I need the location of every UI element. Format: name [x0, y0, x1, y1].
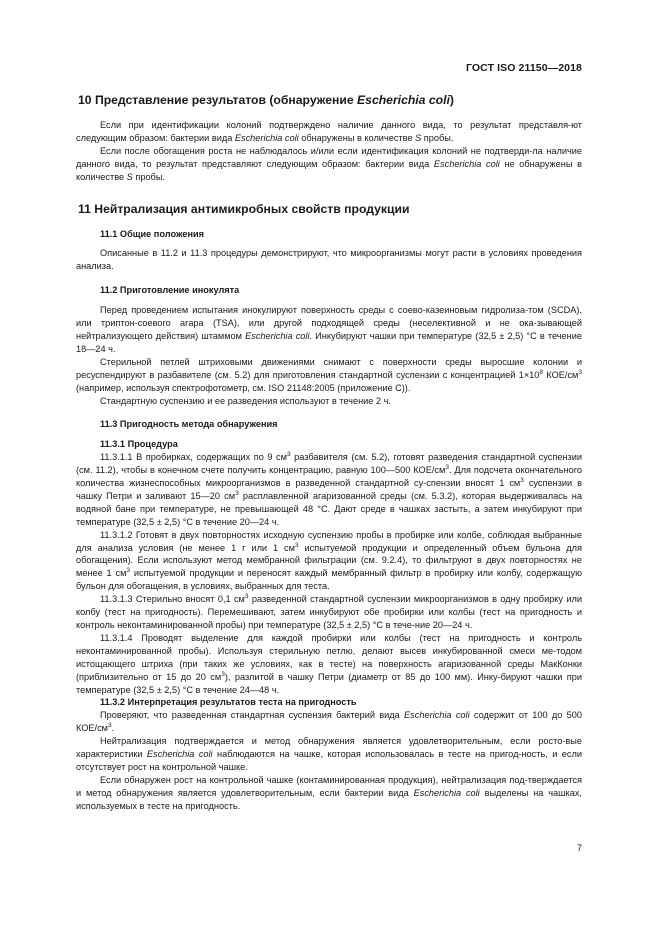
paragraph-11-3-2-a: Проверяют, что разведенная стандартная суспензия бактерий вида Escherichia coli содержит от 100 до 500 КОЕ/$см^3$.: [76, 710, 583, 734]
section-10-heading: 10 Представление результатов (обнаружение Escherichia coli): [78, 93, 454, 107]
paragraph-11-3-1-4: 11.3.1.4 Проводят выделение для каждой пробирки или колбы (тест на пригодность и контроль неконтаминированной пробы). Используя стерильную петлю, делают высев инкубированной смеси ме-тодом истощающего штриха (при таких же условиях, как в тесте) на поверхность агаризованной среды МакКонки (приблизительно от 15 до 20 $см^3$), разлитой в чашку Петри (диаметр от 85 до 100 мм). Инку-бируют чашки при температуре (32,5 ± 2,5) °С в течение 24—48 ч.: [76, 632, 582, 695]
subsection-11-1-paragraph: Описанные в 11.2 и 11.3 процедуры демонстрируют, что микроорганизмы могут расти в условиях проведения анализа.: [76, 248, 582, 272]
section-10-paragraph-2: Если после обогащения роста не наблюдалось и/или если идентификация колоний не подтверди-ла наличие данного вида, то результат представляют следующим образом: бактерии вида Escherichia coli не обнаружены в количестве S пробы.: [76, 145, 582, 182]
section-10-paragraph-1: Если при идентификации колоний подтверждено наличие данного вида, то результат представля-ют следующим образом: бактерии вида Escherichia coli обнаружены в количестве S пробы.: [76, 120, 582, 143]
paragraph-11-3-2-b: Нейтрализация подтверждается и метод обнаружения является удовлетворительным, если росто-вые характеристики Escherichia coli наблюдаются на чашке, которая использовалась в тесте на пригод-ность, и если отсутствует рост на контрольной чашке.: [76, 736, 582, 772]
subsection-11-3-1-heading: 11.3.1 Процедура: [100, 439, 178, 450]
paragraph-11-3-1-1: 11.3.1.1 В пробирках, содержащих по 9 $см^3$ разбавителя (см. 5.2), готовят разведения стандартной суспензии (см. 11.2), чтобы в конечном счете получить концентрацию, равную 100—500 КОЕ/$см^3$. Для подсчета окончательного количества жизнеспособных микроорганизмов в разведенной стандартной су-спензии вносят 1 $см^3$ суспензии в чашку Петри и заливают 15—20 $см^3$ расплавленной агаризованной среды (см. 5.3.2), которая выдерживалась на водяной бане при температуре, не превышающей 48 °С. Дают среде в чашках застыть, а затем инкубируют при температуре (32,5 ± 2,5) °С в течение 20—24 ч.: [76, 451, 583, 527]
subsection-11-3-2-heading: 11.3.2 Интерпретация результатов теста на пригодность: [100, 697, 357, 708]
subsection-11-2-paragraph-2: Стерильной петлей штриховыми движениями снимают с поверхности среды выросшие колонии и ресуспендируют в разбавителе (см. 5.2) для приготовления стандартной суспензии с концентрацией $1\times 10^8$ КОЕ/$см^3$ (например, используя спектрофотометр, см. ISO 21148:2005 (приложение С)).: [76, 356, 582, 393]
subsection-11-2-paragraph-1: Перед проведением испытания инокулируют поверхность среды с соево-казеиновым гидролиза-том (SCDA), или триптон-соевого агара (TSA), или другой подходящей среды (неселективной и не ока-зывающей нейтрализующего действия) штаммом Escherichia coli. Инкубируют чашки при температуре (32,5 ± 2,5) °С в течение 18—24 ч.: [76, 305, 582, 354]
subsection-11-2-paragraph-3: Стандартную суспензию и ее разведения используют в течение 2 ч.: [100, 395, 391, 406]
subsection-11-3-heading: 11.3 Пригодность метода обнаружения: [100, 419, 278, 430]
document-body: [76, 92, 582, 813]
paragraph-11-3-1-3: 11.3.1.3 Стерильно вносят 0,1 $см^3$ разведенной стандартной суспензии микроорганизмов в одну пробирку или колбу (тест на пригодность). Перемешивают, затем инкубируют обе пробирки или колбы (тест на пригодность и контроль неконтаминированной пробы) при температуре (32,5 ± 2,5) °С в тече-ние 20—24 ч.: [76, 593, 583, 630]
page-number: 7: [576, 843, 582, 853]
subsection-11-1-heading: 11.1 Общие положения: [100, 228, 205, 239]
paragraph-11-3-1-2: 11.3.1.2 Готовят в двух повторностях исходную суспензию пробы в пробирке или колбе, соблюдая выбранные для анализа условия (не менее 1 г или 1 $см^3$ испытуемой продукции и определенный объем бульона для обогащения). Если используют метод мембранной фильтрации (см. 9.2.4), то фильтруют в двух повторностях не менее 1 $см^3$ испытуемой продукции и переносят каждый мембранный фильтр в пробирку или колбу, содержащую бульон для обогащения, в условиях, выбранных для теста.: [76, 529, 582, 592]
subsection-11-2-heading: 11.2 Приготовление инокулята: [100, 285, 240, 296]
paragraph-11-3-2-c: Если обнаружен рост на контрольной чашке (контаминированная продукция), нейтрализация под-тверждается и метод обнаружения является удовлетворительным, если бактерии вида Escherichia coli выделены на чашках, используемых в тесте на пригодность.: [76, 774, 582, 811]
section-11-heading: 11 Нейтрализация антимикробных свойств продукции: [78, 201, 410, 216]
standard-header: ГОСТ ISO 21150—2018: [465, 62, 582, 74]
